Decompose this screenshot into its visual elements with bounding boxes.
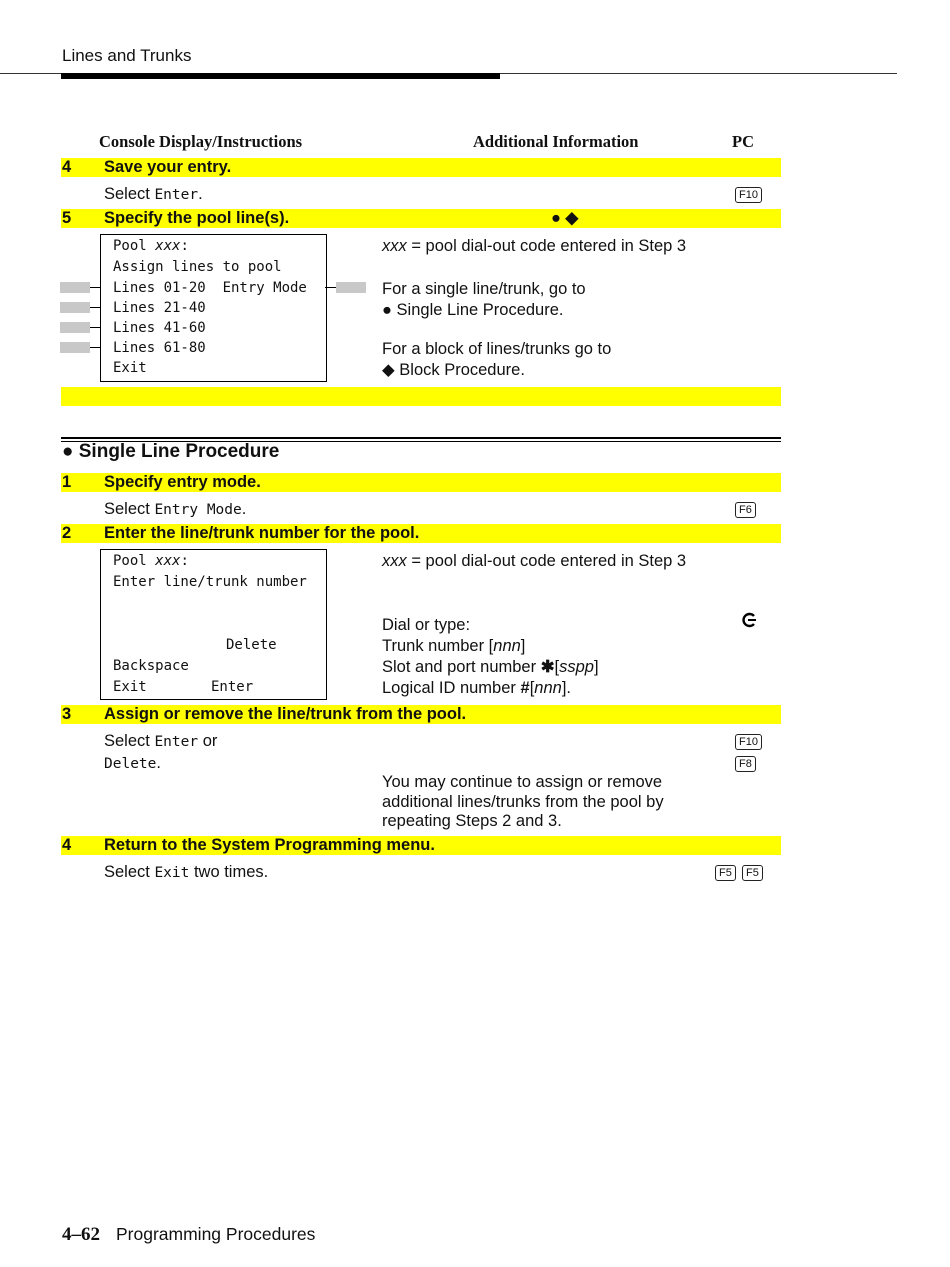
- screen-line: Lines 41-60: [113, 320, 206, 336]
- screen-line: Lines 61-80: [113, 340, 206, 356]
- step-number: 2: [62, 524, 72, 542]
- step-number: 4: [62, 836, 72, 854]
- info-text: Slot and port number ✱[sspp]: [382, 658, 599, 676]
- instruction-text: Delete.: [104, 754, 161, 772]
- screen-line: Lines 01-20 Entry Mode: [113, 280, 307, 296]
- screen-line: Assign lines to pool: [113, 259, 282, 275]
- function-key-f5: F5: [715, 865, 736, 881]
- info-text: Trunk number [nnn]: [382, 637, 526, 655]
- instruction-text: Select Exit two times.: [104, 863, 269, 881]
- screen-key-tick: [90, 307, 101, 308]
- footer-section-title: Programming Procedures: [116, 1224, 316, 1244]
- step-bar: [61, 387, 781, 406]
- command-name: Entry Mode: [154, 502, 242, 518]
- screen-line: Pool xxx:: [113, 238, 189, 254]
- screen-key-tick: [325, 287, 336, 288]
- info-text: xxx = pool dial-out code entered in Step 3: [382, 237, 687, 255]
- function-key-f5: F5: [742, 865, 763, 881]
- step-number: 5: [62, 209, 72, 227]
- screen-key-tab: [60, 322, 90, 333]
- page-number: 4–62: [62, 1224, 100, 1245]
- step-title: Return to the System Programming menu.: [104, 836, 435, 854]
- screen-line: Pool xxx:: [113, 553, 189, 569]
- screen-exit-label: Exit: [113, 679, 147, 695]
- step-title: Specify entry mode.: [104, 473, 261, 491]
- command-name: Enter: [154, 734, 199, 750]
- screen-key-tab: [60, 342, 90, 353]
- step-title: Specify the pool line(s).: [104, 209, 290, 227]
- console-screen: [100, 549, 327, 700]
- column-header-console: Console Display/Instructions: [99, 132, 303, 151]
- screen-key-tab: [336, 282, 366, 293]
- info-text: additional lines/trunks from the pool by: [382, 793, 664, 811]
- info-text: You may continue to assign or remove: [382, 773, 663, 791]
- screen-key-tick: [90, 347, 101, 348]
- function-key-f10: F10: [735, 734, 762, 750]
- instruction-text: Select Enter.: [104, 185, 203, 203]
- section-title: ● Single Line Procedure: [62, 441, 280, 462]
- screen-key-tick: [90, 287, 101, 288]
- single-line-procedure-link[interactable]: ● Single Line Procedure.: [382, 301, 564, 319]
- command-name: Exit: [154, 865, 190, 881]
- screen-enter-label: Enter: [211, 679, 254, 695]
- section-rule: [61, 437, 781, 439]
- step-number: 3: [62, 705, 72, 723]
- command-name: Enter: [154, 187, 199, 203]
- info-text: repeating Steps 2 and 3.: [382, 812, 562, 830]
- instruction-text: Select Entry Mode.: [104, 500, 247, 518]
- screen-line: Enter line/trunk number: [113, 574, 307, 590]
- column-header-pc: PC: [732, 132, 754, 151]
- screen-line: Exit: [113, 360, 147, 376]
- function-key-f10: F10: [735, 187, 762, 203]
- step-title: Save your entry.: [104, 158, 232, 176]
- instruction-text: Select Enter or: [104, 732, 218, 750]
- header-thick-rule: [61, 73, 500, 79]
- step-title: Assign or remove the line/trunk from the pool.: [104, 705, 467, 723]
- page-header-title: Lines and Trunks: [62, 46, 192, 65]
- step-number: 4: [62, 158, 72, 176]
- block-procedure-link[interactable]: ◆ Block Procedure.: [382, 361, 525, 379]
- procedure-symbols: ● ◆: [551, 209, 579, 227]
- pound-key-symbol: #: [520, 679, 530, 697]
- function-key-f8: F8: [735, 756, 756, 772]
- console-screen: [100, 234, 327, 382]
- screen-key-tab: [60, 282, 90, 293]
- info-text: Logical ID number #[nnn].: [382, 679, 571, 697]
- info-text: For a block of lines/trunks go to: [382, 340, 612, 358]
- info-text: xxx = pool dial-out code entered in Step 3: [382, 552, 687, 570]
- function-key-f6: F6: [735, 502, 756, 518]
- dial-pad-icon: [741, 612, 757, 633]
- screen-delete-label: Delete: [226, 637, 277, 653]
- screen-key-tick: [90, 327, 101, 328]
- star-key-symbol: ✱: [540, 658, 555, 676]
- info-text: Dial or type:: [382, 616, 471, 634]
- column-header-additional: Additional Information: [473, 132, 639, 151]
- info-text: For a single line/trunk, go to: [382, 280, 586, 298]
- command-name: Delete: [104, 756, 157, 772]
- step-number: 1: [62, 473, 72, 491]
- screen-key-tab: [60, 302, 90, 313]
- screen-line: Lines 21-40: [113, 300, 206, 316]
- screen-backspace-label: Backspace: [113, 658, 189, 674]
- step-title: Enter the line/trunk number for the pool.: [104, 524, 420, 542]
